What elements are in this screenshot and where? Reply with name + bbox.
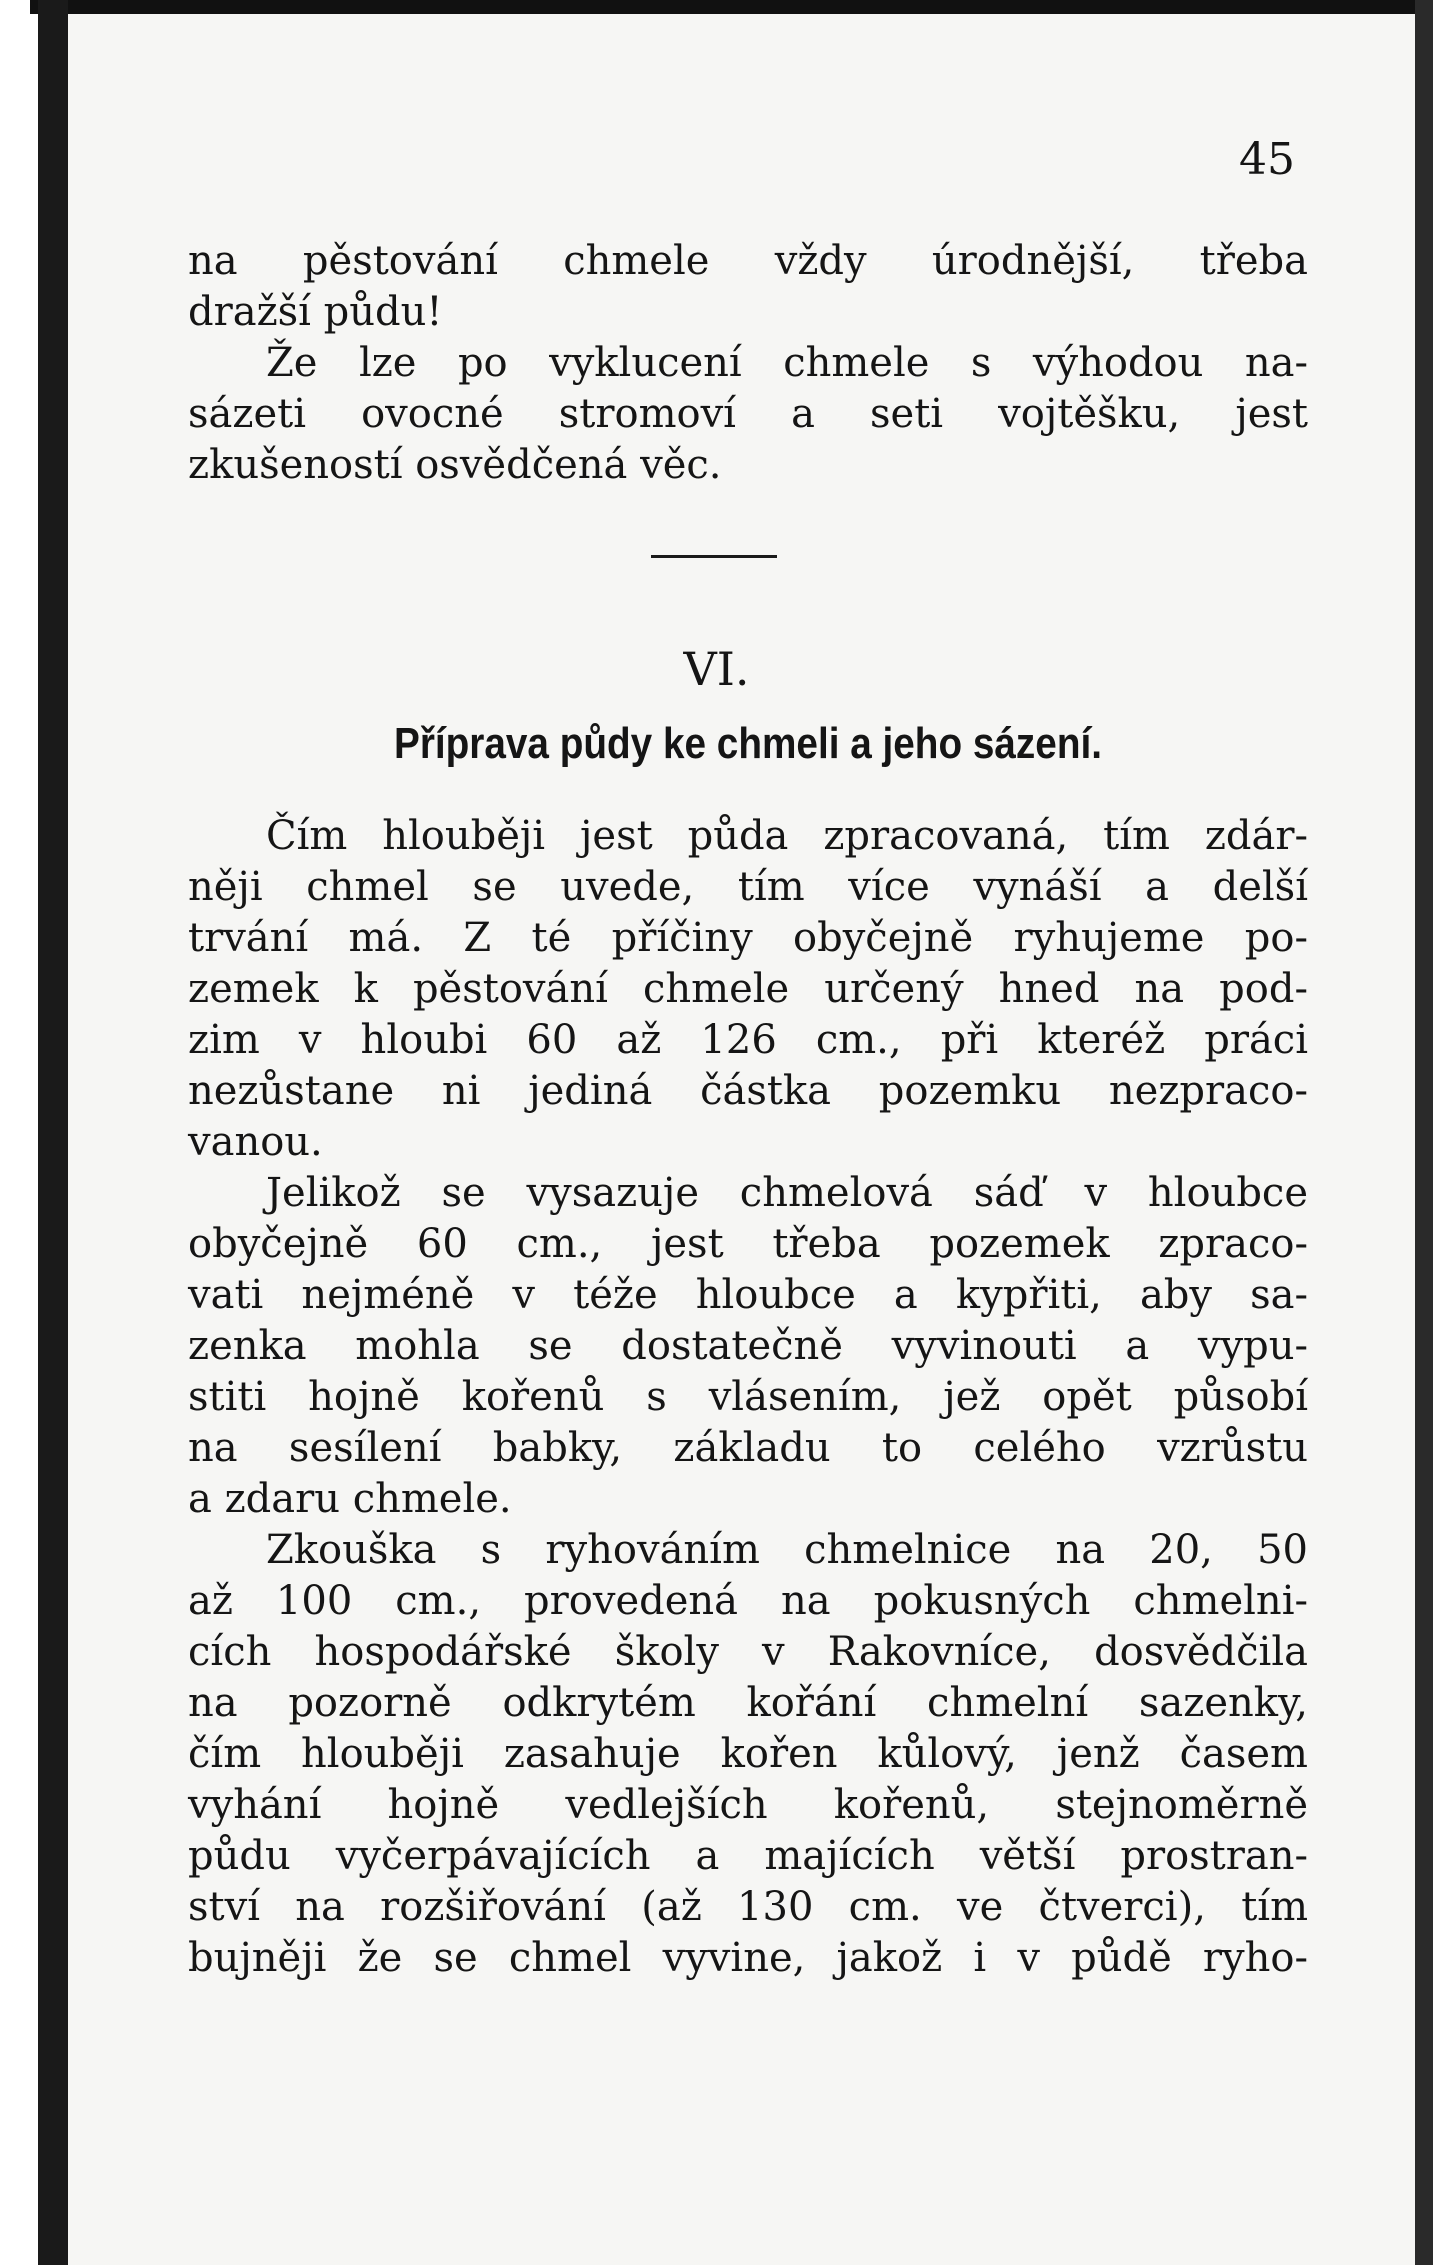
scan-top-edge [0,0,1433,14]
scan-left-margin [0,0,30,2265]
text-line: trvání má. Z té příčiny obyčejně ryhujeme po- [188,915,1308,961]
text-line: obyčejně 60 cm., jest třeba pozemek zpraco- [188,1221,1308,1267]
paragraph [188,338,1308,491]
text-line: zemek k pěstování chmele určený hned na pod- [188,966,1308,1012]
book-page [68,14,1415,2265]
text-line: Zkouška s ryhováním chmelnice na 20, 50 [266,1527,1308,1573]
text-line: nezůstane ni jediná částka pozemku nezpraco- [188,1068,1308,1114]
scan-right-edge [1415,0,1433,2265]
scan-binding-shadow [38,0,68,2265]
paragraph [188,1168,1308,1525]
text-line: stiti hojně kořenů s vlásením, jež opět působí [188,1374,1308,1420]
text-line: půdu vyčerpávajících a majících větší prostran- [188,1833,1308,1879]
paragraph [188,1525,1308,1984]
text-line: něji chmel se uvede, tím více vynáší a delší [188,864,1308,910]
text-line: a zdaru chmele. [188,1476,512,1522]
top-text [188,236,1308,491]
section-number: VI. [683,642,750,696]
text-line: na pozorně odkrytém kořání chmelní sazenky, [188,1680,1308,1726]
text-line: zkušeností osvědčená věc. [188,442,722,488]
text-line: na pěstování chmele vždy úrodnější, třeba [188,238,1308,284]
section-body [188,811,1308,1984]
paragraph [188,811,1308,1168]
section-title: Příprava půdy ke chmeli a jeho sázení. [393,719,1102,768]
text-line: na sesílení babky, základu to celého vzrůstu [188,1425,1308,1471]
text-line: Čím hlouběji jest půda zpracovaná, tím zdár- [266,813,1308,859]
text-line: sázeti ovocné stromoví a seti vojtěšku, jest [188,391,1308,437]
section-divider [651,555,777,558]
text-line: vanou. [188,1119,323,1165]
page-number: 45 [1239,134,1295,185]
text-line: až 100 cm., provedená na pokusných chmelni- [188,1578,1308,1624]
text-line: Že lze po vyklucení chmele s výhodou na- [266,340,1308,386]
text-line: zim v hloubi 60 až 126 cm., při kteréž práci [188,1017,1308,1063]
text-line: ství na rozšiřování (až 130 cm. ve čtverci), tím [188,1884,1308,1930]
text-line: Jelikož se vysazuje chmelová sáď v hloubce [266,1170,1308,1216]
text-line: čím hlouběji zasahuje kořen kůlový, jenž časem [188,1731,1308,1777]
text-line: dražší půdu! [188,289,443,335]
text-line: vati nejméně v téže hloubce a kypřiti, aby sa- [188,1272,1308,1318]
text-line: bujněji že se chmel vyvine, jakož i v půdě ryho- [188,1935,1308,1981]
text-line: zenka mohla se dostatečně vyvinouti a vypu- [188,1323,1308,1369]
text-line: vyhání hojně vedlejších kořenů, stejnoměrně [188,1782,1308,1828]
paragraph-continuation [188,236,1308,338]
text-line: cích hospodářské školy v Rakovníce, dosvědčila [188,1629,1308,1675]
